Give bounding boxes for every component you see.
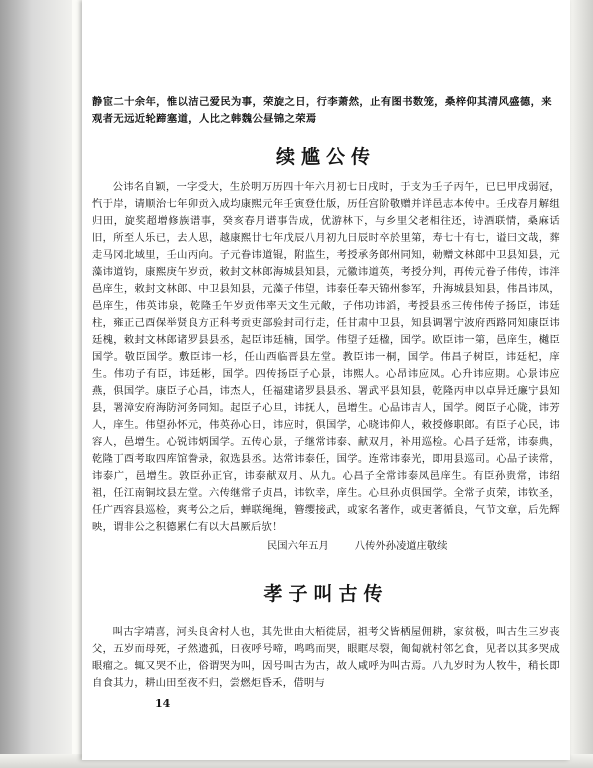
article-title-xujian: 续尴公传 [275,146,376,168]
article-author: 八传外孙凌道庄敬续 [354,540,448,552]
article-signature [92,538,560,555]
article-body-jiaogu: 叫古字靖喜，河头良舍村人也，其先世由大栢徙居，祖考父皆栖屋佣耕，家贫极，叫古生三岁丧父，五岁而母死，孑然遗孤，日夜呼号啼，鸣鸣而哭，眼眶尽裂，匍匐就村邻乞食，见者以其多哭成眼瘤之。辄又哭不止，俗谓哭为叫，因号叫古为古，故人咸呼为叫古焉。八九岁时为人牧牛，稍长即自食其力，耕山田至夜不归，尝燃炬昏禾，借明与 [92,626,560,689]
page-content [92,94,560,692]
article-date: 民国六年五月 [267,540,329,552]
intro-paragraph: 静宦二十余年，惟以洁己爱民为事，荣旋之日，行李萧然，止有图书数笼，桑梓仰其清风盛德，来观者无远近轮蹄塞道，人比之韩魏公昼锦之荣焉 [92,96,552,125]
scan-left-edge [0,0,72,768]
page-number: 14 [155,697,171,710]
article-title-jiaogu: 孝子叫古传 [263,583,389,605]
article-body-xujian: 公讳名自颖，一字受大，生於明万历四十年六月初七日戌时，于支为壬子丙午，已巳甲戌弱冠，忾于岸，请顺治七年卯贡入成均康熙元年壬寅登仕版，历任宫阶敬赠并详邑志本传中。壬戌春月解组归田，旋奖超增修族谱事，癸亥春月谱事告成，优游林下，与乡里父老相往还，诗酒联情，桑麻话旧，所至人乐已，去人思，越康熙廿七年戊辰八月初九日辰时卒於里第，寿七十有七，谥曰文哉，葬走马冈北域里，壬山丙向。子元眷讳道锟，附监生，考授承务郎州同知，勅赠文林郎中卫县知县，元藻讳道钧，康熙庚午岁贡，敕封文林郎海城县知县，元徽讳道英，考授分判，再传元眷子伟传，讳泮邑庠生，敕封文林郎、中卫县知县，元藻子伟望，讳泰任奉天锦州参军，升海城县知县，伟昌讳凤，邑庠生，伟英讳泉，乾隆壬午岁贡伟率天文生元敞，子伟功讳滔，考授县丞三传伟传子扬臣，讳廷柱，雍正己酉保举贤良方正科考贡吏部验封司行走，任甘肃中卫县，知县调署宁波府西路同知康臣讳廷槐，敕封文林郎诸罗县县丞，起臣讳廷楠，国学。伟望子廷楹，国学。欧臣讳一第，邑庠生，樾臣国学。敬臣国学。敷臣讳一杉，任山西临晋县左堂。教臣讳一桐，国学。伟昌子树臣，讳廷杞，庠生。伟功子有臣，讳廷彬，国学。四传扬臣子心景，讳熙人。心昂讳应凤。心升讳应期。心景讳应燕，俱国学。康臣子心昌，讳杰人，任福建诸罗县县丞、署武平县知县，乾隆丙申以卓异迁廉宁县知县，署漳安府海防河务同知。起臣子心旦，讳抚人，邑增生。心品讳吉人，国学。阅臣子心陇，讳芳人，庠生。伟望孙怀元，伟英孙心日，讳应时，俱国学，心晓讳仰人，敕授修职郎。有臣子心民，讳容人，邑增生。心锐讳炳国学。五传心景，子继常讳泰、献双月，补用巡检。心昌子廷常，讳泰典，乾隆丁酉考取四库馆誊录，叙选县丞。达常讳泰任，国学。连常讳泰光，即用县巡司。心品子读常，讳泰广，邑增生。敦臣孙正官，讳泰献双月、从九。心昌子全常讳泰凤邑庠生。有臣孙贵常，讳绍祖，任江南铜坟县左堂。六传继常子贞昌，讳钦幸，庠生。心旦孙贞俱国学。全常子贞荣，讳钦圣，任广西容县巡检，爽考公之后，蝉联绳绳，簪缨接武，或家名著作，或吏著循良，气节文章，后先辉映，谓非公之积德累仁有以大昌厥后欤！ [92,181,560,533]
scan-right-edge [569,0,593,768]
